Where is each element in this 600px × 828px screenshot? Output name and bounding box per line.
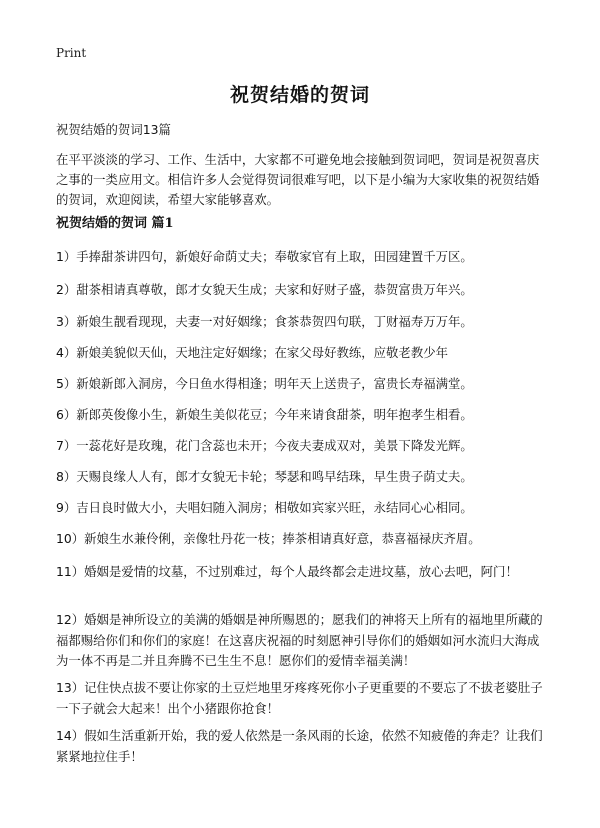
list-item: 13）记住快点拔不要让你家的土豆烂地里牙疼疼死你小子更重要的不要忘了不拔老婆肚子一下子就会大起来！出个小猪跟你抢食！ [56, 680, 543, 716]
list-item: 1）手捧甜茶讲四句，新娘好命荫丈夫；奉敬家官有上取，田园建置千万区。 [56, 249, 473, 264]
list-item: 12）婚姻是神所设立的美满的婚姻是神所赐恩的；愿我们的神将天上所有的福地里所藏的福都赐给你们和你们的家庭！在这喜庆祝福的时刻愿神引导你们的婚姻如河水流归大海成为一体不再是二并且奔腾不已生生不息！愿你们的爱情幸福美满！ [56, 612, 543, 668]
list-item: 4）新娘美貌似天仙，天地注定好姻缘；在家父母好教练，应敬老教少年 [56, 345, 448, 360]
list-item: 3）新娘生靓看现现，夫妻一对好姻缘；食茶恭贺四句联，丁财福寿万万年。 [56, 314, 473, 329]
list-item: 6）新郎英俊像小生，新娘生美似花豆；今年来请食甜茶，明年抱孝生相看。 [56, 407, 473, 422]
list-item: 10）新娘生水兼伶俐，亲像牡丹花一枝；捧茶相请真好意，恭喜福禄庆齐眉。 [56, 531, 481, 546]
list-item: 14）假如生活重新开始，我的爱人依然是一条风雨的长途，依然不知疲倦的奔走？让我们紧紧地拉住手！ [56, 728, 543, 764]
list-item: 11）婚姻是爱情的坟墓，不过别难过，每个人最终都会走进坟墓，放心去吧，阿门！ [56, 564, 518, 579]
section-heading: 祝贺结婚的贺词 篇1 [56, 216, 174, 231]
document-subtitle: 祝贺结婚的贺词13篇 [56, 122, 171, 137]
list-item: 9）吉日良时做大小，夫唱妇随入洞房；相敬如宾家兴旺，永结同心心相同。 [56, 500, 473, 515]
page-title: 祝贺结婚的贺词 [229, 84, 370, 106]
print-link[interactable]: Print [56, 46, 87, 60]
intro-paragraph: 在平平淡淡的学习、工作、生活中，大家都不可避免地会接触到贺词吧，贺词是祝贺喜庆之事的一类应用文。相信许多人会觉得贺词很难写吧，以下是小编为大家收集的祝贺结婚的贺词，欢迎阅读，希望大家能够喜欢。 [56, 152, 540, 207]
list-item: 7）一蕊花好是玫瑰，花门含蕊也未开；今夜夫妻成双对，美景下降发光辉。 [56, 438, 473, 453]
list-item: 8）天赐良缘人人有，郎才女貌无卡轮；琴瑟和鸣早结珠，早生贵子荫丈夫。 [56, 469, 473, 484]
list-item: 5）新娘新郎入洞房，今日鱼水得相逢；明年天上送贵子，富贵长寿福满堂。 [56, 376, 473, 391]
list-item: 2）甜茶相请真尊敬，郎才女貌天生成；夫家和好财子盛，恭贺富贵万年兴。 [56, 282, 473, 297]
